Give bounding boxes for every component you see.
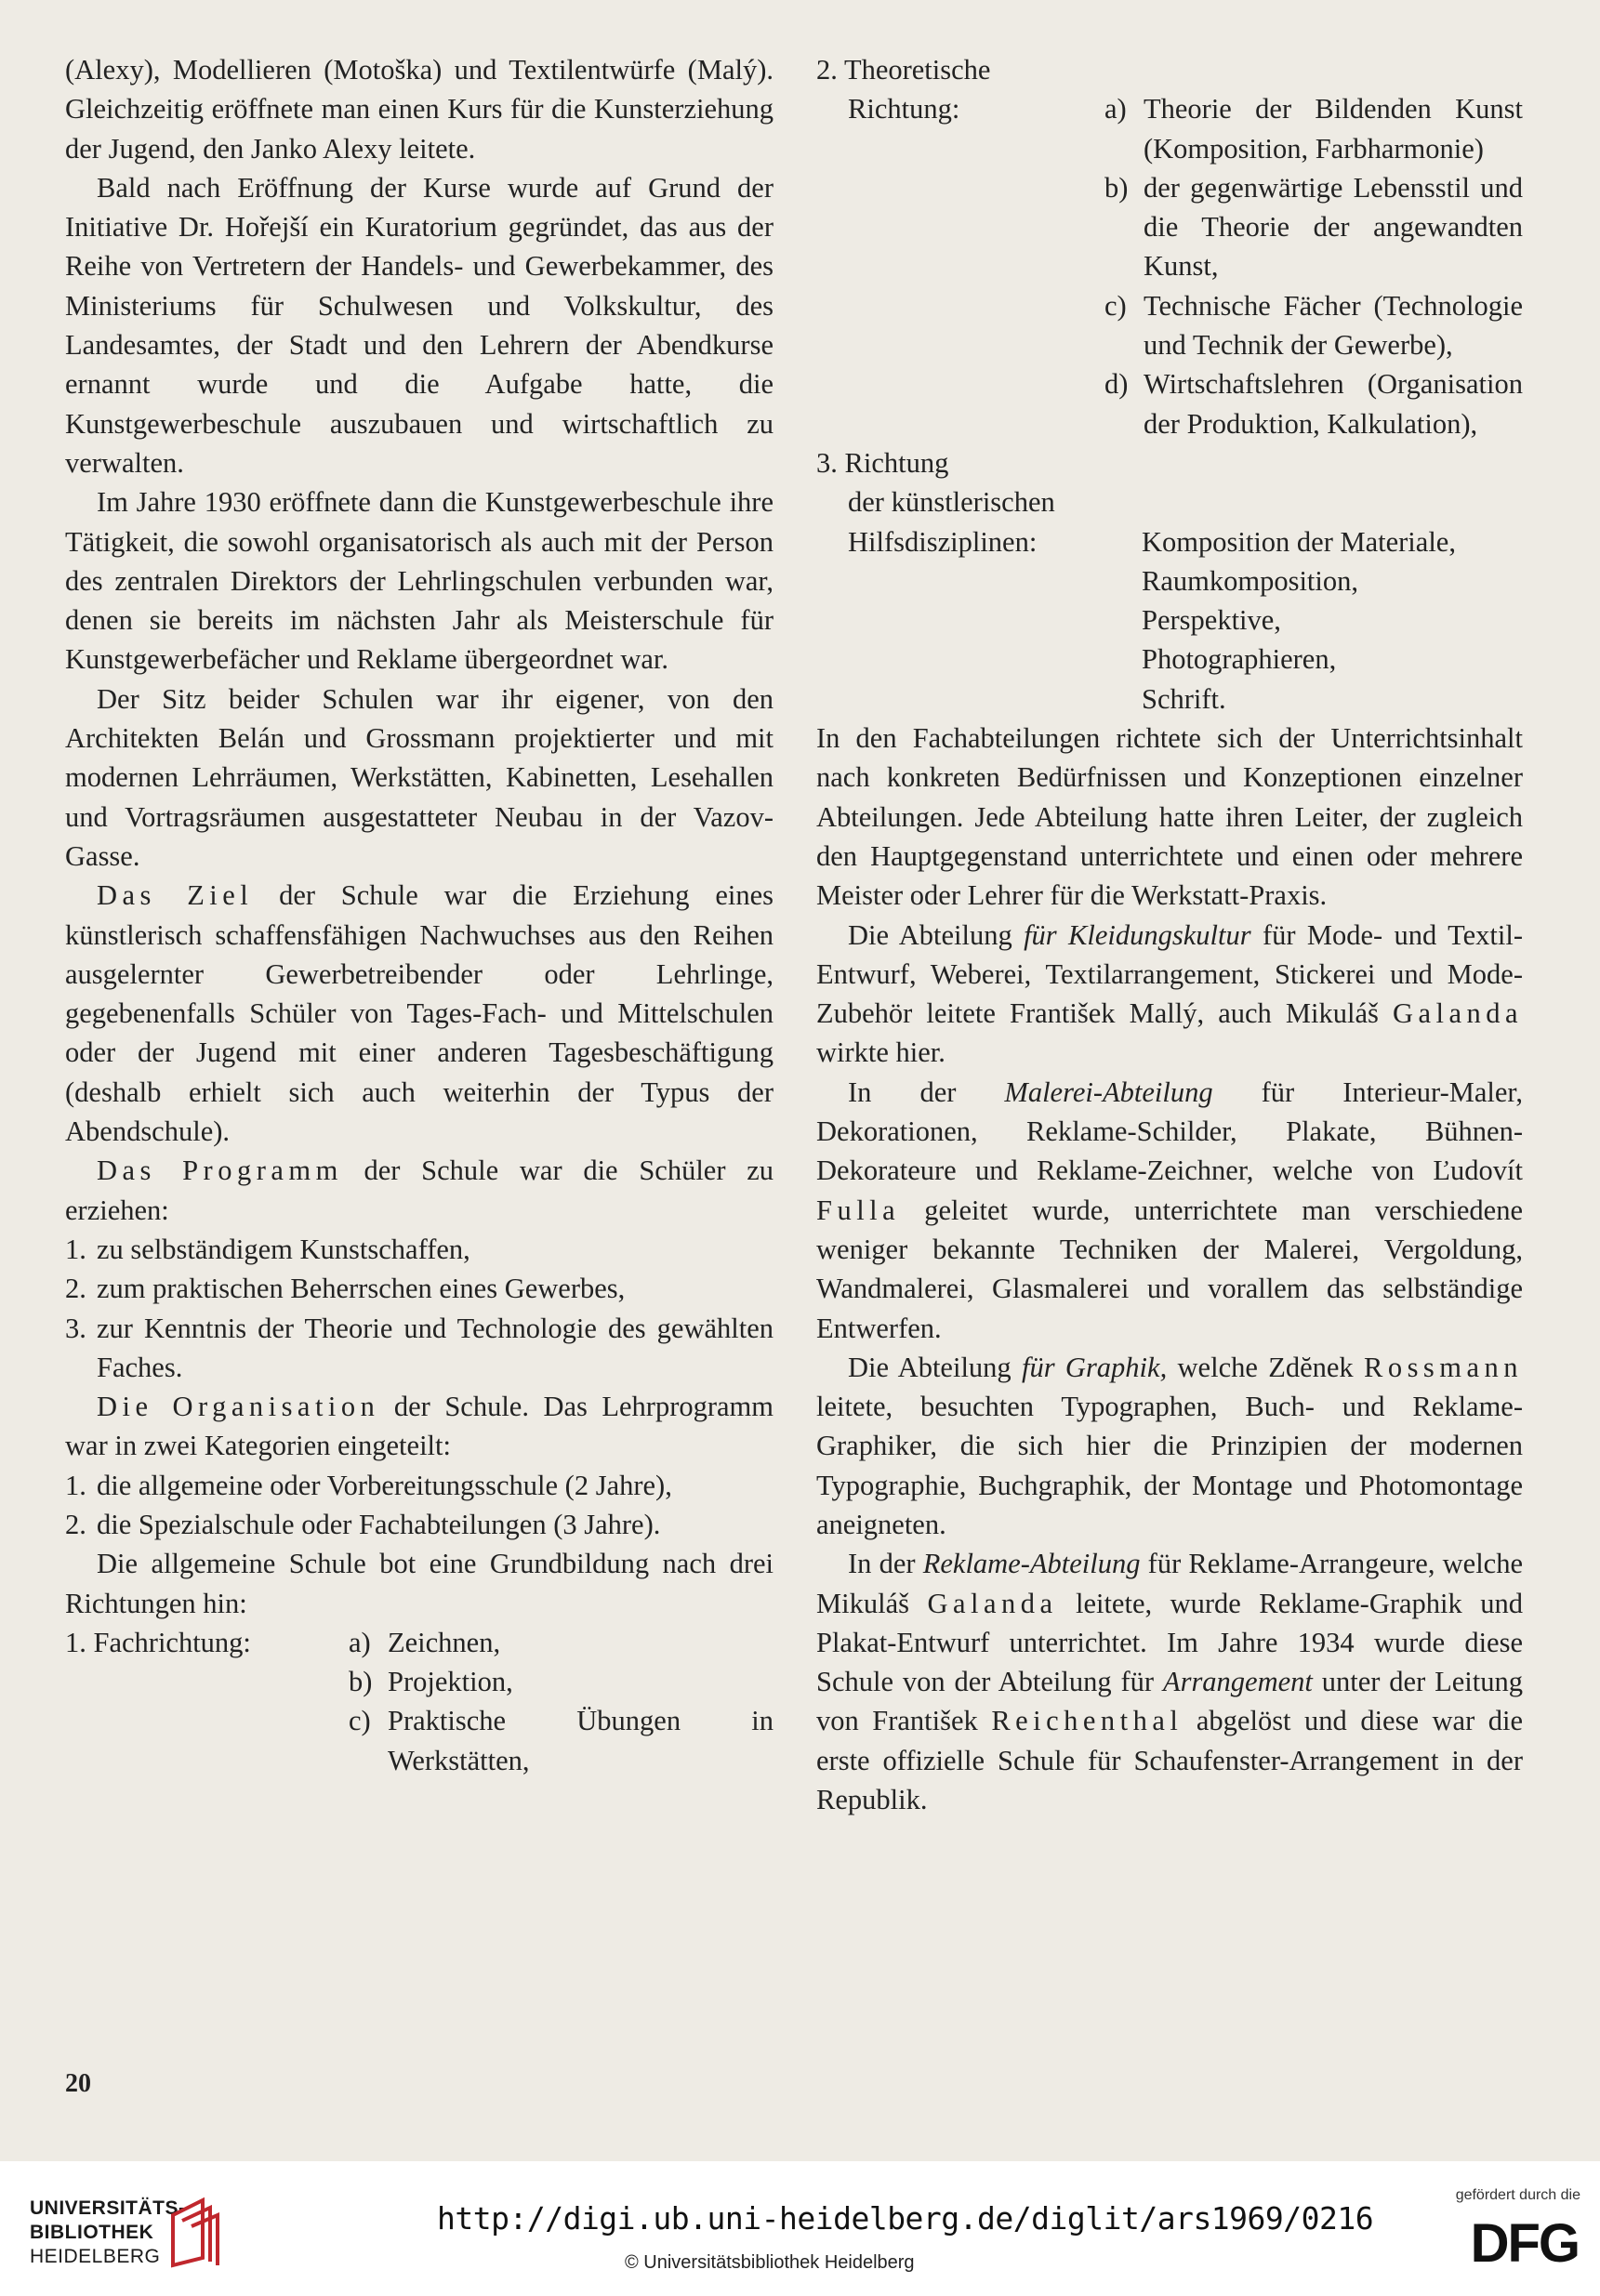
list-number: 1.: [65, 1233, 86, 1265]
spaced-term: Das Ziel: [97, 879, 254, 912]
list-text: Zeichnen,: [388, 1626, 501, 1658]
list-item: Schrift.: [1142, 682, 1226, 715]
list-letter: c): [349, 1705, 371, 1737]
paragraph-text: für Mode- und Textil-Entwurf, Weberei, Textilarrangement, Stickerei und Mode-Zubehör leitete František Mallý, auch Mikuláš: [816, 918, 1523, 1030]
hilfsdisziplinen-block: [816, 443, 1523, 719]
list-number: 1.: [65, 1469, 86, 1501]
paragraph: (Alexy), Modellieren (Motoška) und Textilentwürfe (Malý). Gleichzeitig eröffnete man einen Kurs für die Kunsterziehung der Jugend, den Janko Alexy leitete.: [65, 54, 774, 165]
paragraph-text: geleitet wurde, unterrichtete man verschiedene weniger bekannte Techniken der Malerei, Vergoldung, Wandmalerei, Glasmalerei und vorallem das selbständige Entwerfen.: [816, 1194, 1523, 1344]
copyright-notice: © Universitätsbibliothek Heidelberg: [625, 2252, 915, 2273]
list-text: der gegenwärtige Lebensstil und die Theorie der angewandten Kunst,: [1144, 171, 1523, 283]
spaced-term: Die Organisation: [97, 1391, 380, 1423]
paragraph: Bald nach Eröffnung der Kurse wurde auf Grund der Initiative Dr. Hořejší ein Kuratorium gegründet, das aus der Reihe von Vertretern der Handels- und Gewerbekammer, des Ministeriums für Schulwesen und Volkskultur, des Landesamtes, der Stadt und den Lehrern der Abendkurse ernannt wurde und die Aufgabe hatte, die Kunstgewerbeschule auszubauen und wirtschaftlich zu verwalten.: [65, 171, 774, 479]
list-letter: b): [1104, 171, 1129, 204]
list-item: Raumkomposition,: [1142, 564, 1358, 597]
paragraph-text: wirkte hier.: [816, 1036, 945, 1069]
spaced-term: Galanda: [927, 1587, 1058, 1619]
dfg-logo[interactable]: [1422, 2213, 1580, 2274]
list-item: [65, 1466, 774, 1505]
paragraph: Im Jahre 1930 eröffnete dann die Kunstgewerbeschule ihre Tätigkeit, die sowohl organisatorisch als auch mit der Person des zentralen Direktors der Lehrlingschulen verbunden war, denen sie bereits im nächsten Jahr als Meisterschule für Kunstgewerbefächer und Reklame übergeordnet war.: [65, 486, 774, 676]
funding-label: gefördert durch die: [1455, 2187, 1580, 2203]
page-number: 20: [65, 2069, 91, 2098]
left-column: [65, 50, 774, 1780]
paragraph-text: welche Zdĕnek: [1167, 1351, 1364, 1383]
paragraph: [65, 1151, 774, 1230]
paragraph-text: der Schule war die Schüler zu erziehen:: [65, 1155, 774, 1226]
list-item: Komposition der Materiale,: [1142, 525, 1456, 558]
list-letter: a): [349, 1626, 371, 1658]
theoretische-richtung-label: [816, 50, 1104, 443]
paragraph-text: In der: [848, 1548, 923, 1580]
italic-term: für Kleidungskultur: [1024, 918, 1251, 951]
paragraph-text: leitete, besuchten Typographen, Buch- und Reklame-Graphiker, die sich hier die Prinzipien der modernen Typographie, Buchgraphik, der Montage und Photomontage aneigneten.: [816, 1391, 1523, 1540]
paragraph: [816, 1348, 1523, 1544]
paragraph-text: Die Abteilung: [848, 918, 1025, 951]
list-number: 2.: [65, 1508, 86, 1540]
paragraph-text: für Interieur-Maler, Dekorationen, Reklame-Schilder, Plakate, Bühnen-Dekorateure und Reklame-Zeichner, welche von Ľudovít: [816, 1075, 1523, 1187]
italic-term: Malerei-Abteilung: [1004, 1075, 1213, 1108]
label-line: 3. Richtung: [816, 446, 949, 479]
spaced-term: Das Programm: [97, 1155, 343, 1187]
spaced-term: Galanda: [1392, 997, 1523, 1030]
library-mark-icon: [165, 2197, 225, 2269]
library-logo[interactable]: [30, 2197, 234, 2271]
paragraph-text: leitete, wurde Reklame-Graphik und Plakat-Entwurf unterrichtet. Im Jahre 1934 wurde diese Schule von der Abteilung für: [816, 1587, 1523, 1698]
list-text: die Spezialschule oder Fachabteilungen (3 Jahre).: [97, 1508, 661, 1540]
permalink-url[interactable]: http://digi.ub.uni-heidelberg.de/diglit/ars1969/0216: [437, 2200, 1374, 2237]
list-letter: b): [349, 1666, 373, 1698]
dfg-logo-text: DFG: [1470, 2213, 1579, 2269]
italic-term: für Graphik,: [1022, 1351, 1168, 1383]
categories-list: [65, 1466, 774, 1545]
paragraph-text: unter der Leitung von František: [816, 1666, 1523, 1737]
list-text: zu selbständigem Kunstschaffen,: [97, 1233, 470, 1265]
list-item: [65, 1230, 774, 1269]
list-letter: d): [1104, 368, 1129, 401]
spaced-term: Reichenthal: [991, 1705, 1183, 1737]
theory-list: [1104, 50, 1523, 443]
list-number: 2.: [65, 1273, 86, 1305]
paragraph-text: für Reklame-Arrangeure, welche Mikuláš: [816, 1548, 1524, 1619]
list-item: [65, 1309, 774, 1388]
list-item: [1104, 89, 1523, 168]
paragraph-text: der Schule. Das Lehrprogramm war in zwei Kategorien eingeteilt:: [65, 1391, 774, 1462]
list-text: zur Kenntnis der Theorie und Technologie des gewählten Faches.: [97, 1312, 774, 1383]
list-item: Perspektive,: [1142, 604, 1281, 637]
list-letter: c): [1104, 289, 1127, 322]
italic-term: Reklame-Abteilung: [922, 1548, 1141, 1580]
label-line: Richtung:: [848, 93, 960, 125]
list-item: [349, 1623, 774, 1662]
right-column: [816, 50, 1523, 1819]
hilfs-list: [1142, 522, 1456, 719]
paragraph: [816, 1544, 1523, 1819]
list-item: [1104, 364, 1523, 443]
list-item: [1104, 286, 1523, 365]
list-text: zum praktischen Beherrschen eines Gewerbes,: [97, 1273, 626, 1305]
list-item: Photographieren,: [1142, 643, 1337, 676]
list-letter: a): [1104, 93, 1127, 125]
fachrichtung-block: [65, 1623, 774, 1780]
fachrichtung-label: 1. Fachrichtung:: [65, 1626, 251, 1658]
spaced-term: Fulla: [816, 1194, 901, 1226]
paragraph-text: In der: [848, 1075, 1005, 1108]
footer-bar: [0, 2161, 1600, 2296]
list-text: Technische Fächer (Technologie und Technik der Gewerbe),: [1144, 289, 1523, 362]
library-name-line: HEIDELBERG: [30, 2246, 161, 2267]
paragraph: In den Fachabteilungen richtete sich der Unterrichtsinhalt nach konkreten Bedürfnissen und Konzeptionen einzelner Abteilungen. Jede Abteilung hatte ihren Leiter, der zugleich den Hauptgegenstand unterrichtete und einen oder mehrere Meister oder Lehrer für die Werkstatt-Praxis.: [816, 722, 1523, 912]
paragraph-text: Die Abteilung: [848, 1351, 1022, 1383]
list-item: [349, 1662, 774, 1701]
list-item: [349, 1701, 774, 1780]
theoretische-richtung-block: [816, 50, 1523, 443]
goals-list: [65, 1230, 774, 1387]
hilfs-row: [816, 522, 1523, 719]
list-item: [65, 1505, 774, 1544]
paragraph-text: abgelöst und diese war die erste offizielle Schule für Schaufenster-Arrangement in der Republik.: [816, 1705, 1524, 1816]
italic-term: Arrangement: [1162, 1666, 1313, 1698]
dfg-logo-icon: [1432, 2213, 1580, 2269]
list-text: Praktische Übungen in Werkstätten,: [388, 1705, 774, 1776]
list-text: Wirtschaftslehren (Organisation der Produktion, Kalkulation),: [1144, 368, 1523, 440]
list-text: Theorie der Bildenden Kunst (Komposition, Farbharmonie): [1144, 93, 1523, 165]
label-line: der künstlerischen: [848, 486, 1055, 519]
paragraph: [816, 916, 1523, 1073]
spaced-term: Rossmann: [1364, 1351, 1524, 1383]
paragraph: [65, 1387, 774, 1466]
list-item: [1104, 168, 1523, 286]
list-item: [65, 1269, 774, 1308]
paragraph: Die allgemeine Schule bot eine Grundbildung nach drei Richtungen hin:: [65, 1548, 774, 1619]
library-name-line: UNIVERSITÄTS-: [30, 2197, 186, 2219]
paragraph: [65, 876, 774, 1151]
library-name: [30, 2197, 186, 2269]
paragraph-text: der Schule war die Erziehung eines künstlerisch schaffensfähigen Nachwuchses aus den Reihen ausgelernter Gewerbetreibender oder Lehrlinge, gegebenenfalls Schüler von Tages-Fach- und Mittelschulen oder der Jugend mit einer anderen Tagesbeschäftigung (deshalb erhielt sich auch weiterhin der Typus der Abendschule).: [65, 879, 774, 1148]
library-name-line: BIBLIOTHEK: [30, 2222, 154, 2243]
paragraph: [816, 1073, 1523, 1348]
paragraph: Der Sitz beider Schulen war ihr eigener, von den Architekten Belán und Grossmann projektierter und mit modernen Lehrräumen, Werkstätten, Kabinetten, Lesehallen und Vortragsräumen ausgestatteter Neubau in der Vazov-Gasse.: [65, 682, 774, 872]
list-text: die allgemeine oder Vorbereitungsschule (2 Jahre),: [97, 1469, 672, 1501]
funder-block: [1422, 2187, 1580, 2274]
fachrichtung-list: [349, 1623, 774, 1780]
label-line: 2. Theoretische: [816, 54, 991, 86]
list-number: 3.: [65, 1312, 86, 1344]
label-line: Hilfsdisziplinen:: [848, 525, 1038, 558]
list-text: Projektion,: [388, 1666, 513, 1698]
